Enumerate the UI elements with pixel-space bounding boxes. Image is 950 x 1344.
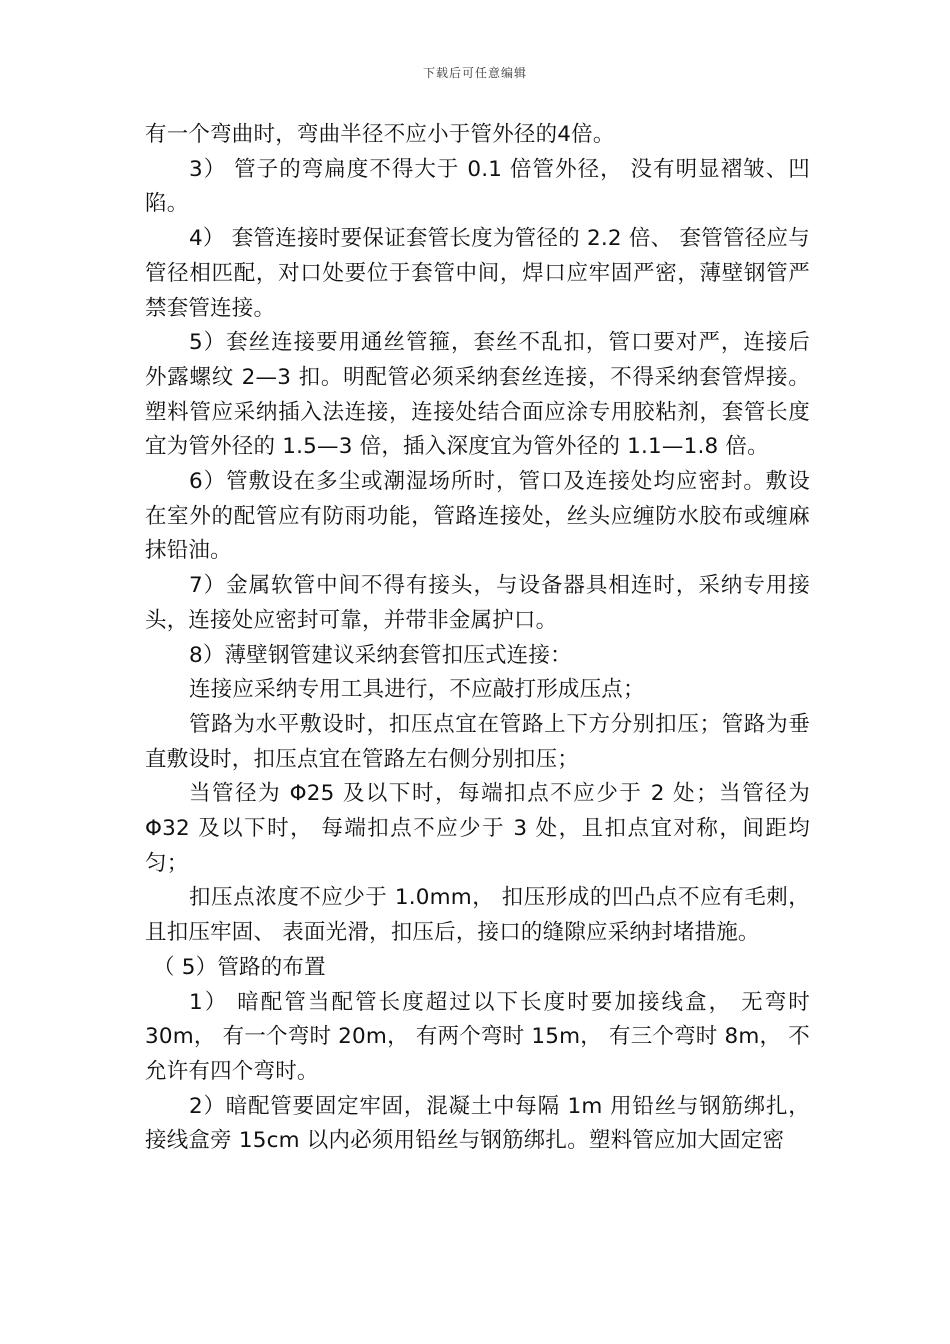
paragraph: 7）金属软管中间不得有接头，与设备器具相连时，采纳专用接头，连接处应密封可靠，并带非金属护口。 (145, 573, 810, 633)
paragraph: 5）套丝连接要用通丝管箍，套丝不乱扣，管口要对严，连接后外露螺纹 2—3 扣。明配管必须采纳套丝连接，不得采纳套管焊接。塑料管应采纳插入法连接，连接处结合面应涂专用胶粘剂，套管长度宜为管外径的 1.5—3 倍，插入深度宜为管外径的 1.1—1.8 倍。 (145, 330, 810, 460)
paragraph: 扣压点浓度不应少于 1.0mm， 扣压形成的凹凸点不应有毛刺，且扣压牢固、 表面光滑，扣压后，接口的缝隙应采纳封堵措施。 (145, 885, 810, 946)
paragraph: 4） 套管连接时要保证套管长度为管径的 2.2 倍、 套管管径应与管径相匹配，对口处要位于套管中间，焊口应牢固严密，薄壁钢管严禁套管连接。 (145, 226, 810, 321)
paragraph: 8）薄壁钢管建议采纳套管扣压式连接： (189, 642, 572, 668)
paragraph: 连接应采纳专用工具进行，不应敲打形成压点； (189, 677, 645, 703)
paragraph: 3） 管子的弯扁度不得大于 0.1 倍管外径， 没有明显褶皱、凹陷。 (145, 156, 810, 217)
paragraph: 1） 暗配管当配管长度超过以下长度时要加接线盒， 无弯时 30m， 有一个弯时 20m， 有两个弯时 15m， 有三个弯时 8m， 不允许有四个弯时。 (145, 989, 810, 1084)
page-header: 下载后可任意编辑 (422, 66, 527, 80)
paragraph: 6）管敷设在多尘或潮湿场所时，管口及连接处均应密封。敷设在室外的配管应有防雨功能，管路连接处，丝头应缠防水胶布或缠麻抹铅油。 (145, 469, 810, 564)
paragraph: 有一个弯曲时，弯曲半径不应小于管外径的4倍。 (145, 122, 615, 147)
paragraph: 2）暗配管要固定牢固，混凝土中每隔 1m 用铅丝与钢筋绑扎，接线盒旁 15cm 以内必须用铅丝与钢筋绑扎。塑料管应加大固定密 (145, 1093, 810, 1154)
paragraph: 管路为水平敷设时，扣压点宜在管路上下方分别扣压；管路为垂直敷设时，扣压点宜在管路左右侧分别扣压； (145, 711, 810, 772)
document-body (145, 118, 810, 1159)
paragraph: 当管径为 Φ25 及以下时，每端扣点不应少于 2 处；当管径为 Φ32 及以下时， 每端扣点不应少于 3 处，且扣点宜对称，间距均匀； (145, 781, 810, 876)
section-heading: （ 5）管路的布置 (153, 954, 326, 980)
